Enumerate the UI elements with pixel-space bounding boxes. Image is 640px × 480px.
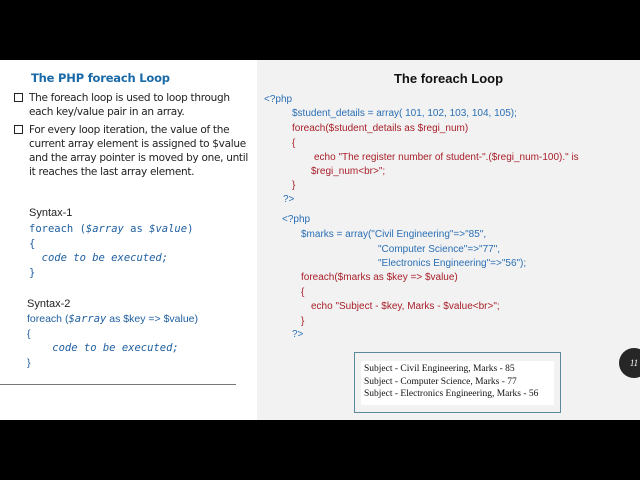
code-line: echo "Subject - $key, Marks - $value<br>"; bbox=[311, 301, 500, 312]
syntax1-label: Syntax-1 bbox=[29, 207, 73, 219]
code-line: $student_details = array( 101, 102, 103, 104, 105); bbox=[292, 108, 517, 119]
right-panel bbox=[257, 60, 640, 420]
code-line: } bbox=[301, 316, 305, 327]
code-line: "Computer Science"=>"77", bbox=[378, 244, 501, 255]
output-line: Subject - Civil Engineering, Marks - 85 bbox=[364, 364, 515, 374]
checkbox-bullet-icon bbox=[14, 125, 23, 134]
output-content bbox=[361, 361, 554, 405]
syntax1-code: foreach ($array as $value) { code to be executed; } bbox=[29, 223, 194, 279]
php-open-tag: <?php bbox=[264, 94, 293, 105]
code-line: { bbox=[301, 287, 305, 298]
code-line: { bbox=[292, 138, 296, 149]
code-line: } bbox=[292, 180, 296, 191]
php-open-tag: <?php bbox=[282, 214, 311, 225]
bullet-list bbox=[14, 91, 254, 183]
code-line: foreach($marks as $key => $value) bbox=[301, 272, 458, 283]
code-line: $marks = array("Civil Engineering"=>"85", bbox=[301, 229, 487, 240]
syntax2-label: Syntax-2 bbox=[27, 298, 71, 310]
code-line: foreach($student_details as $regi_num) bbox=[292, 123, 469, 134]
syntax2-code: foreach ($array as $key => $value) { code to be executed; } bbox=[27, 313, 199, 369]
checkbox-bullet-icon bbox=[14, 93, 23, 102]
slide-number-badge: 11 bbox=[619, 348, 640, 378]
php-close-tag: ?> bbox=[283, 194, 295, 205]
php-close-tag: ?> bbox=[292, 329, 304, 340]
bullet-item: The foreach loop is used to loop through each key/value pair in an array. bbox=[14, 91, 254, 119]
left-panel bbox=[0, 60, 257, 420]
output-line: Subject - Electronics Engineering, Marks - 56 bbox=[364, 389, 539, 399]
code-line: $regi_num<br>"; bbox=[311, 166, 386, 177]
right-title: The foreach Loop bbox=[393, 71, 504, 86]
left-title: The PHP foreach Loop bbox=[31, 71, 170, 85]
code-line: echo "The register number of student-".($regi_num-100)." is bbox=[314, 152, 579, 163]
output-box bbox=[354, 352, 561, 413]
code-line: "Electronics Engineering"=>"56"); bbox=[378, 258, 527, 269]
bullet-item: For every loop iteration, the value of the current array element is assigned to $value and the array pointer is moved by one, until it reaches the last array element. bbox=[14, 123, 254, 179]
output-line: Subject - Computer Science, Marks - 77 bbox=[364, 376, 517, 387]
slide bbox=[0, 60, 640, 420]
divider bbox=[0, 384, 236, 385]
